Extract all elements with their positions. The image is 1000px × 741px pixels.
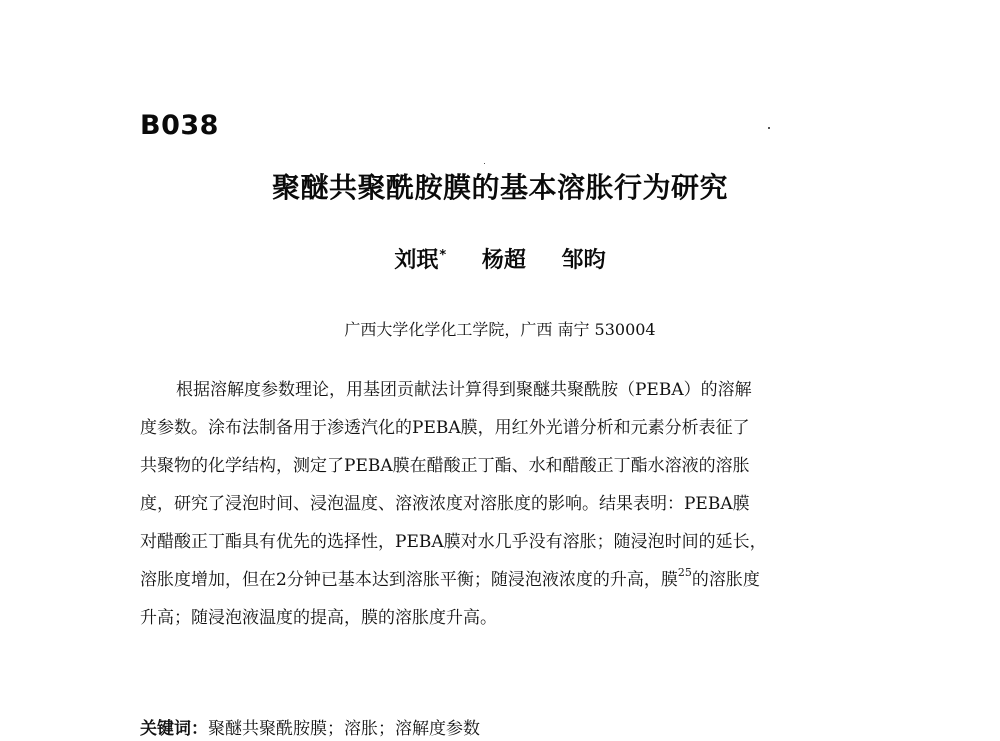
citation-superscript: 25 [677, 566, 692, 579]
abstract-line: 升高；随浸泡液温度的提高，膜的溶胀度升高。 [140, 608, 497, 628]
abstract-text: 的溶胀度 [691, 570, 760, 590]
abstract-text: 溶胀度增加，但在2分钟已基本达到溶胀平衡；随浸泡液浓度的升高，膜 [140, 570, 678, 590]
affiliation: 广西大学化学化工学院，广西 南宁 530004 [344, 320, 656, 339]
scan-speck [484, 163, 485, 164]
author [482, 243, 526, 274]
abstract-line: 根据溶解度参数理论，用基团贡献法计算得到聚醚共聚酰胺（PEBA）的溶解 [176, 380, 752, 400]
keywords-text: 聚醚共聚酰胺膜；溶胀；溶解度参数 [208, 719, 480, 739]
paper-code: B038 [140, 110, 219, 141]
abstract-line: 共聚物的化学结构，测定了PEBA膜在醋酸正丁酯、水和醋酸正丁酯水溶液的溶胀 [140, 456, 750, 476]
keywords [140, 714, 480, 739]
abstract-line: 度，研究了浸泡时间、浸泡温度、溶液浓度对溶胀度的影响。结果表明：PEBA膜 [140, 494, 750, 514]
paper-title: 聚醚共聚酰胺膜的基本溶胀行为研究 [271, 171, 728, 204]
author [562, 243, 606, 274]
author-name: 杨超 [481, 248, 526, 273]
corresponding-mark: * [439, 248, 447, 263]
author-name: 邹昀 [561, 248, 606, 273]
abstract-line [140, 561, 878, 599]
author-list [140, 243, 860, 274]
author-name: 刘珉 [394, 248, 439, 273]
abstract-line: 对醋酸正丁酯具有优先的选择性，PEBA膜对水几乎没有溶胀；随浸泡时间的延长， [140, 532, 767, 552]
scan-speck [768, 127, 770, 129]
keywords-label: 关键词： [140, 719, 208, 739]
abstract-line: 度参数。涂布法制备用于渗透汽化的PEBA膜，用红外光谱分析和元素分析表征了 [140, 418, 750, 438]
abstract [140, 371, 878, 637]
author [394, 243, 446, 274]
